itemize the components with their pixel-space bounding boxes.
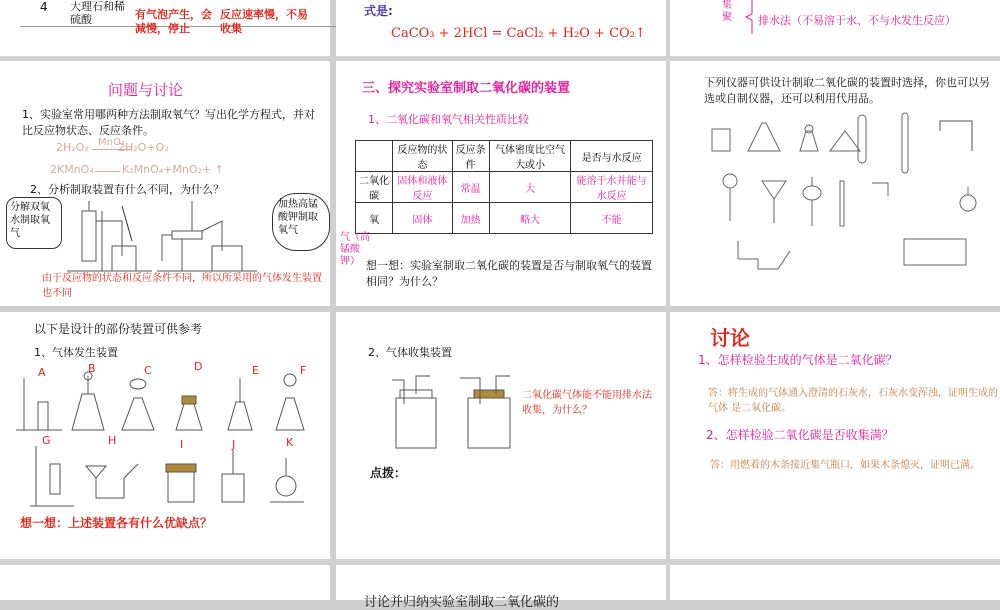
slide-conclusion: 由于反应物的状态和反应条件不同，所以所采用的气体发生装置也不同	[42, 273, 322, 299]
apparatus-label-g: G	[42, 434, 51, 447]
phenomenon-cell: 有气泡产生，会减慢，停止	[135, 8, 212, 35]
slide-12[interactable]	[670, 565, 1000, 600]
think-question: 想一想：上述装置各有什么优缺点？	[20, 516, 213, 530]
slide-1[interactable]	[0, 0, 330, 56]
apparatus-label-i: I	[180, 438, 184, 451]
apparatus-label-b: B	[88, 362, 96, 375]
collect-label: 集 聚	[722, 0, 732, 23]
slide-9[interactable]	[670, 312, 1000, 559]
eq1-catalyst: MnO₂	[98, 137, 125, 148]
apparatus-label-c: C	[144, 364, 152, 377]
subtitle: 1、气体发生装置	[34, 346, 118, 359]
slide-11[interactable]	[336, 565, 666, 610]
apparatus-label-f: F	[300, 364, 307, 377]
slide-title: 以下是设计的部份装置可供参考	[34, 322, 203, 336]
hint-label: 点拨：	[370, 466, 407, 480]
apparatus-label-j: J	[232, 438, 236, 451]
answer-1: 答：将生成的气体通入澄清的石灰水，石灰水变浑浊，证明生成的气体 是二氧化碳。	[708, 388, 998, 414]
collection-note: 二氧化碳气体能不能用排水法收集，为什么？	[522, 390, 652, 416]
slide-title: 问题与讨论	[108, 81, 184, 99]
apparatus-label-e: E	[252, 364, 259, 377]
apparatus-label-a: A	[38, 366, 46, 379]
gas-collection-diagram	[386, 374, 516, 454]
instruments-diagram	[700, 111, 990, 271]
subtitle: 1、二氧化碳和氧气相关性质比较	[368, 113, 529, 126]
oxygen-apparatus-diagram	[62, 201, 262, 281]
slide-3[interactable]	[670, 0, 1000, 56]
slide-10[interactable]	[0, 565, 330, 600]
slide-4[interactable]	[0, 61, 330, 306]
slide-2[interactable]	[336, 0, 666, 56]
question-2: 2、分析制取装置有什么不同，为什么？	[30, 183, 224, 196]
question-1: 1、怎样检验生成的气体是二氧化碳？	[698, 353, 898, 367]
table-row: 反应物的状态 反应条件 气体密度比空气大或小 是否与水反应	[356, 141, 653, 172]
table-row: 二氧化碳 固体和液体反应 常温 大 能溶于水并能与水反应	[356, 172, 653, 203]
collect-method: 排水法（不易溶于水、不与水发生反应）	[758, 14, 956, 27]
eq1-left: 2H₂O₂	[56, 141, 89, 154]
table-row: 氧 固体 加热 略大 不能	[356, 203, 653, 234]
instruction-text: 下列仪器可供设计制取二氧化碳的装置时选择，你也可以另选或自制仪器，还可以利用代用品。	[704, 76, 990, 105]
apparatus-label-d: D	[194, 360, 203, 373]
side-note: 气（高锰酸钾）	[340, 232, 370, 267]
comparison-table	[355, 140, 653, 234]
apparatus-label-h: H	[108, 434, 117, 447]
slide-8[interactable]	[336, 312, 666, 559]
subtitle: 2、气体收集装置	[368, 346, 452, 359]
eq2-right: K₂MnO₄+MnO₂+ ↑	[122, 163, 224, 176]
question-1: 1、实验室常用哪两种方法制取氧气？写出化学方程式，并对比反应物状态、反应条件。	[22, 108, 315, 137]
callout-left: 分解双氧水制取氧气	[6, 197, 62, 249]
eq1-right: 2H₂O+O₂	[118, 141, 169, 154]
slide-7[interactable]	[0, 312, 330, 559]
slide-text: 讨论并归纳实验室制取二氧化碳的	[364, 595, 560, 610]
apparatus-label-k: K	[286, 436, 294, 449]
generator-apparatus-diagram	[14, 368, 324, 508]
conclusion-cell: 反应速率慢，不易收集	[220, 8, 308, 35]
slide-title: 讨论	[710, 326, 750, 350]
question-2: 2、怎样检验二氧化碳是否收集满？	[706, 428, 894, 442]
slide-6[interactable]	[670, 61, 1000, 306]
think-question: 想一想：实验室制取二氧化碳的装置是否与制取氧气的装置相同？为什么？	[366, 259, 652, 288]
slide-title: 三、探究实验室制取二氧化碳的装置	[362, 81, 571, 96]
row-number: 4	[40, 0, 48, 14]
eq2-left: 2KMnO₄	[50, 163, 94, 176]
equation-label: 式是:	[364, 4, 393, 18]
answer-2: 答：用燃着的木条接近集气瓶口，如果木条熄灭，证明已满。	[710, 460, 980, 471]
reagent-cell: 大理石和稀硫酸	[70, 0, 125, 26]
co2-equation: CaCO₃ + 2HCl = CaCl₂ + H₂O + CO₂↑	[391, 26, 646, 41]
callout-right: 加热高锰酸钾制取氧气	[272, 193, 330, 251]
